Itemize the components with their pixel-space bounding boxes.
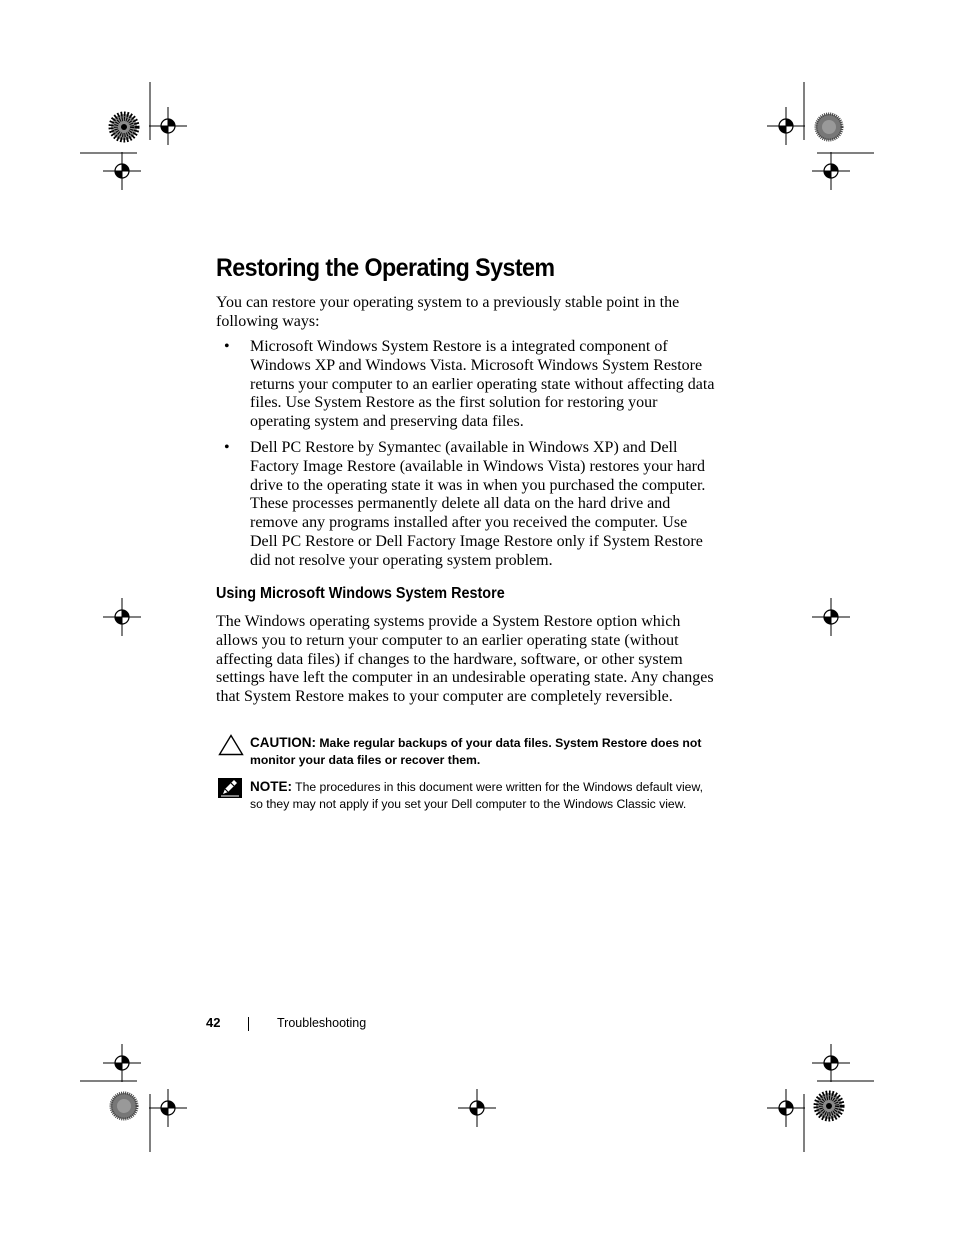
restore-options-list	[216, 338, 716, 578]
section-heading: Using Microsoft Windows System Restore	[216, 585, 505, 602]
caution-label: CAUTION:	[250, 735, 316, 750]
page-title: Restoring the Operating System	[216, 254, 555, 282]
list-item	[216, 338, 716, 432]
intro-paragraph: You can restore your operating system to a previously stable point in the following ways:	[216, 294, 680, 330]
caution-text: Make regular backups of your data files. System Restore does not monitor your data files or recover them.	[250, 736, 702, 767]
caution-text-block	[250, 734, 716, 769]
section-paragraph: The Windows operating systems provide a System Restore option which allows you to return your computer to an earlier operating state (without affecting data files) if changes to the hardware, software, or other system settings have left the computer in an undesirable operating state. Any changes that System Restore makes to your computer are completely reversible.	[216, 613, 714, 706]
note-label: NOTE:	[250, 779, 292, 794]
list-item	[216, 439, 716, 571]
note-pencil-icon	[218, 778, 242, 798]
bullet-marker: •	[224, 338, 230, 355]
note-text: The procedures in this document were written for the Windows default view, so they may not apply if you set your Dell computer to the Windows Classic view.	[250, 780, 703, 811]
footer-section-name: Troubleshooting	[277, 1016, 367, 1030]
caution-notice	[216, 734, 716, 769]
page-number: 42	[206, 1015, 221, 1030]
caution-icon	[218, 734, 244, 756]
note-text-block	[250, 778, 716, 813]
bullet-marker: •	[224, 438, 230, 456]
note-notice	[216, 778, 716, 813]
list-item-text: Microsoft Windows System Restore is a integrated component of Windows XP and Windows Vista. Microsoft Windows System Restore returns your computer to an earlier operating state without affecting data files. Use System Restore as the first solution for restoring your operating system and preserving data files.	[250, 338, 715, 431]
list-item-text: Dell PC Restore by Symantec (available in Windows XP) and Dell Factory Image Restore (available in Windows Vista) restores your hard drive to the operating state it was in when you purchased the computer. These processes permanently delete all data on the hard drive and remove any programs installed after you received the computer. Use Dell PC Restore or Dell Factory Image Restore only if System Restore did not resolve your operating system problem.	[250, 438, 706, 569]
footer-divider	[248, 1017, 249, 1031]
